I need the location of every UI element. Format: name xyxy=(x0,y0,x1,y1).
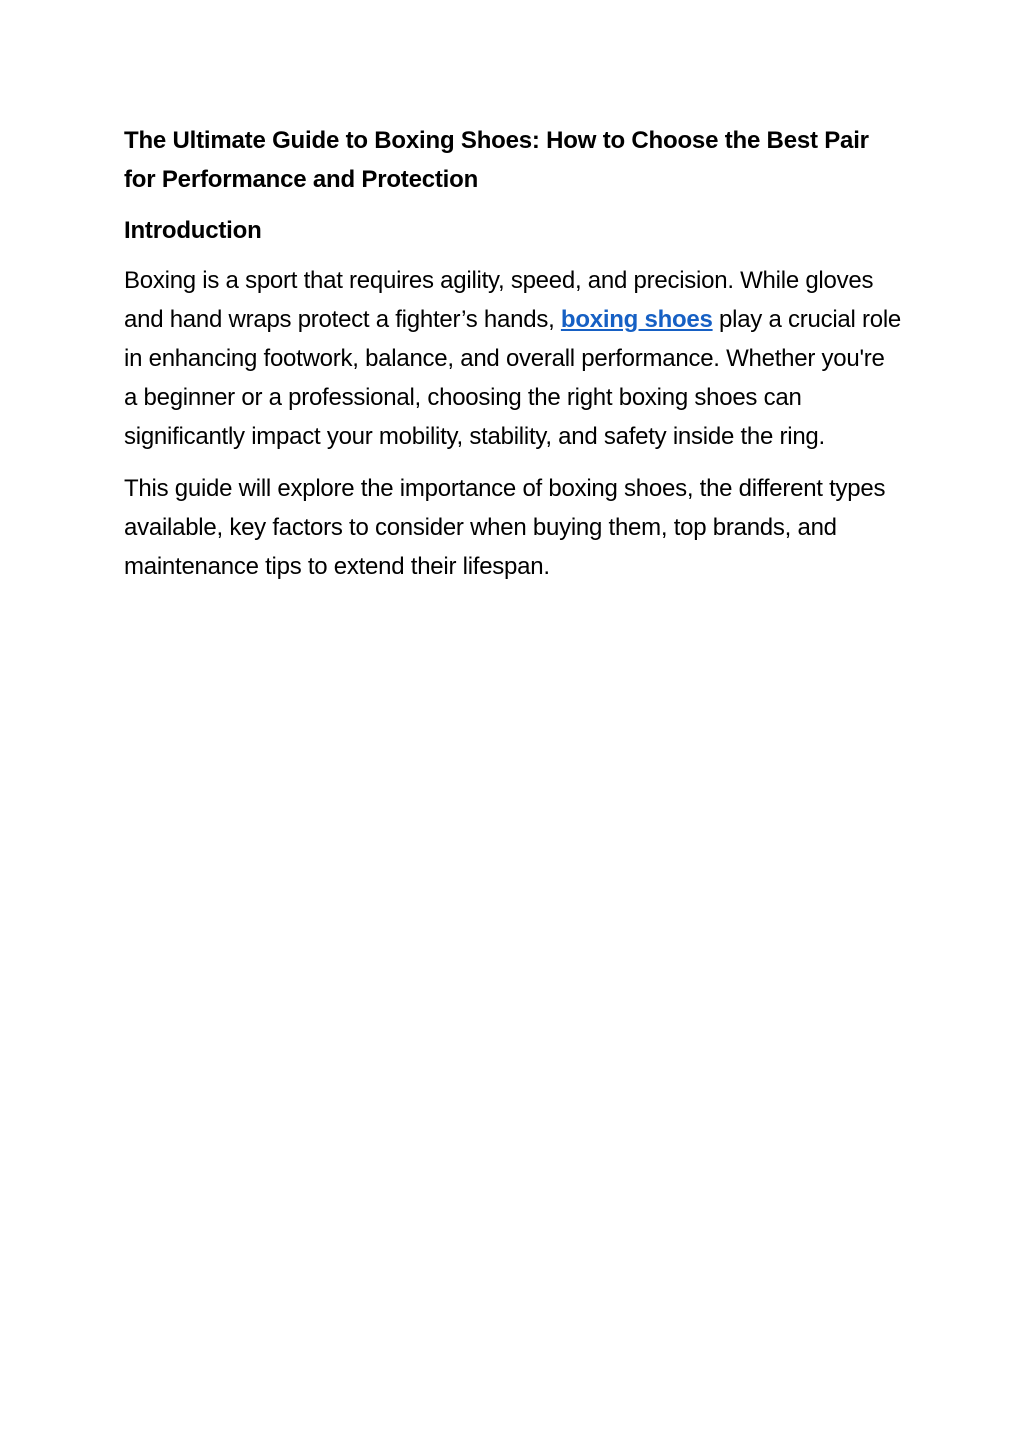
guide-overview-paragraph: This guide will explore the importance of boxing shoes, the different types available, key factors to consider when buying them, top brands, and maintenance tips to extend their lifespan. xyxy=(124,475,886,580)
intro-paragraph-text-after-link: play a crucial role in enhancing footwork, balance, and overall performance. Whether you're a beginner or a professional, choosing the right boxing shoes can significantly impact your mobility, stability, and safety inside the ring. xyxy=(124,306,902,450)
document-page xyxy=(124,121,904,599)
intro-paragraph-text-before-link: Boxing is a sport that requires agility, speed, and precision. While gloves and hand wraps protect a fighter’s hands, xyxy=(124,267,874,333)
boxing-shoes-link[interactable]: boxing shoes xyxy=(560,306,713,333)
document-title: The Ultimate Guide to Boxing Shoes: How to Choose the Best Pair for Performance and Protection xyxy=(124,127,869,193)
introduction-heading: Introduction xyxy=(124,217,262,244)
intro-paragraph xyxy=(124,261,904,456)
